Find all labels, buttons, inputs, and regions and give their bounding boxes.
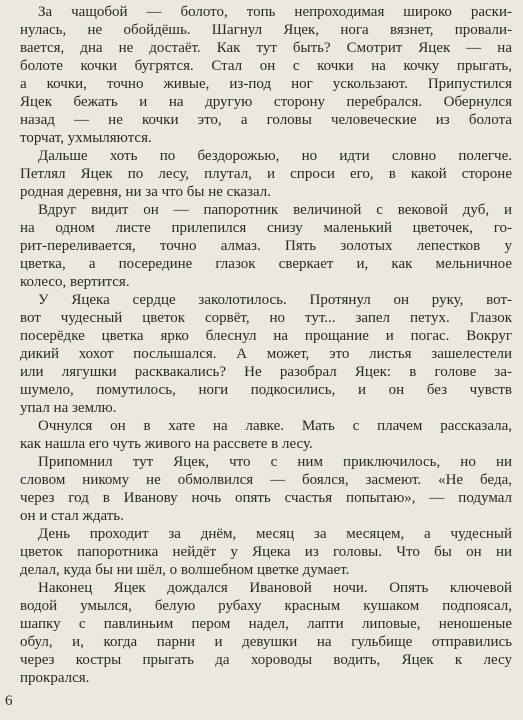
text-line: Петлял Яцек по лесу, плутал, и спроси его, в какой стороне: [20, 166, 512, 182]
text-line: а кочки, точно живые, из-под ног ускользают. Припустился: [20, 76, 512, 92]
text-line: или лягушки расквакались? Не разобрал Яцек: в голове за-: [20, 364, 512, 380]
paragraph: [20, 201, 512, 291]
page-text: [20, 3, 512, 687]
paragraph: [20, 147, 512, 201]
text-line: упал на землю.: [20, 400, 117, 416]
text-line: рит-переливается, точно алмаз. Пять золотых лепестков у: [20, 238, 512, 254]
text-line: Припомнил тут Яцек, что с ним приключилось, но ни: [38, 454, 512, 470]
text-line: делал, куда бы ни шёл, о волшебном цветке думает.: [20, 562, 350, 578]
text-line: на одном листе прилепился снизу маленький цветочек, го-: [20, 220, 512, 236]
text-line: дикий хохот послышался. А может, это листья зашелестели: [20, 346, 512, 362]
text-line: через костры прыгать да хороводы водить, Яцек к лесу: [20, 652, 512, 668]
paragraph: [20, 417, 512, 453]
text-line: Очнулся он в хате на лавке. Мать с плачем рассказала,: [38, 418, 512, 434]
text-line: водой умылся, белую рубаху красным кушаком подпоясал,: [20, 598, 512, 614]
paragraph: [20, 579, 512, 687]
text-line: шумело, помутилось, ноги подкосились, и он без чувств: [20, 382, 512, 398]
paragraph: [20, 453, 512, 525]
text-line: вается, дна не достаёт. Как тут быть? Смотрит Яцек — на: [20, 40, 512, 56]
text-line: словом никому не обмолвился — боялся, засмеют. «Не беда,: [20, 472, 512, 488]
text-line: болоте кочки бугрятся. Стал он с кочки на кочку прыгать,: [20, 58, 512, 74]
paragraph: [20, 525, 512, 579]
text-line: как нашла его чуть живого на рассвете в лесу.: [20, 436, 313, 452]
text-line: вот чудесный цветок сорвёт, но тут... запел петух. Глазок: [20, 310, 512, 326]
text-line: посерёдке цветка ярко блеснул на прощание и погас. Вокруг: [20, 328, 512, 344]
text-line: через год в Иванову ночь опять счастья попытаю», — подумал: [20, 490, 512, 506]
text-line: Дальше хоть по бездорожью, но идти словно полегче.: [38, 148, 512, 164]
page-number: 6: [5, 693, 13, 709]
paragraph: [20, 291, 512, 417]
text-line: Вдруг видит он — папоротник величиной с вековой дуб, и: [38, 202, 512, 218]
text-line: он и стал ждать.: [20, 508, 124, 524]
text-line: шапку с павлиньим пером надел, лапти липовые, неношеные: [20, 616, 512, 632]
text-line: За чащобой — болото, топь непроходимая широко раски-: [38, 4, 512, 20]
text-line: назад — не кочки это, а головы человеческие из болота: [20, 112, 512, 128]
text-line: нулась, не обойдёшь. Шагнул Яцек, нога вязнет, провали-: [20, 22, 512, 38]
text-line: Наконец Яцек дождался Ивановой ночи. Опять ключевой: [38, 580, 512, 596]
text-line: родная деревня, ни за что бы не сказал.: [20, 184, 272, 200]
text-line: цветок папоротника нейдёт у Яцека из головы. Что бы он ни: [20, 544, 512, 560]
text-line: Яцек бежать и на другую сторону перебрался. Обернулся: [20, 94, 512, 110]
text-line: цветка, а посередине глазок сверкает и, как мельничное: [20, 256, 512, 272]
text-line: прокрался.: [20, 670, 90, 686]
text-line: У Яцека сердце заколотилось. Протянул он руку, вот-: [38, 292, 512, 308]
text-line: День проходит за днём, месяц за месяцем, а чудесный: [38, 526, 512, 542]
text-line: колесо, вертится.: [20, 274, 130, 290]
text-line: торчат, ухмыляются.: [20, 130, 152, 146]
paragraph: [20, 3, 512, 147]
text-line: обул, и, когда парни и девушки на гульбище отправились: [20, 634, 512, 650]
